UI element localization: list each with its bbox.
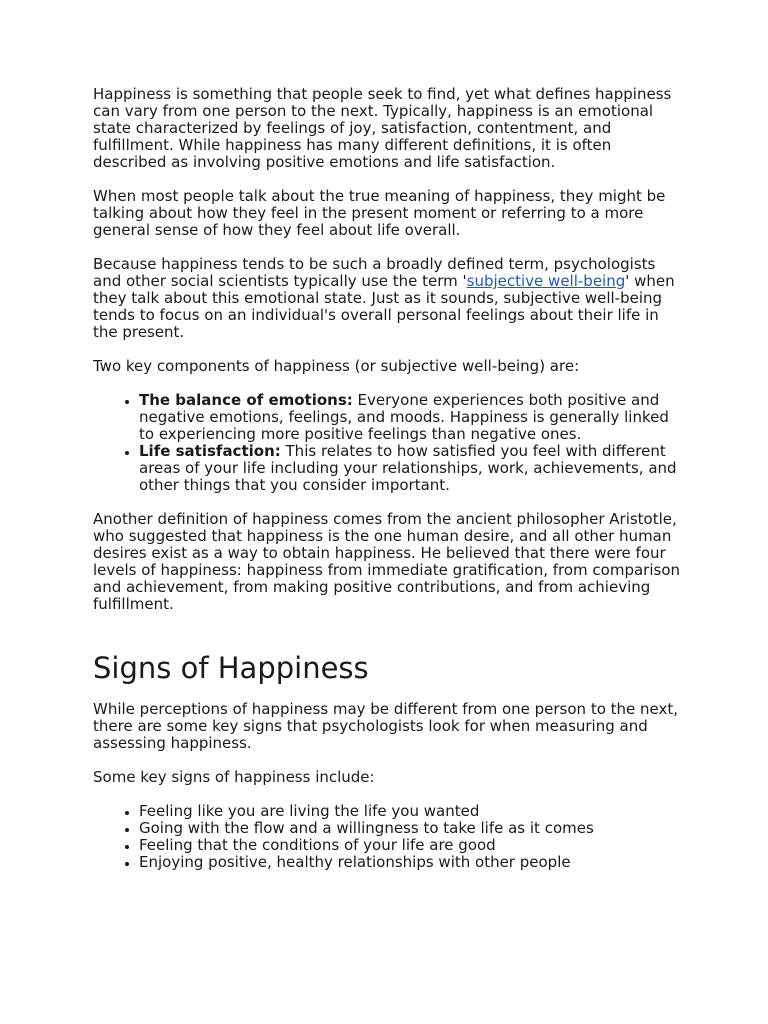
components-list xyxy=(93,392,683,494)
paragraph-components-intro: Two key components of happiness (or subjective well-being) are: xyxy=(93,357,580,375)
paragraph-text-before-link: Because happiness tends to be such a broadly defined term, psychologists and other social scientists typically use the term ' xyxy=(93,255,656,290)
paragraph-intro: Happiness is something that people seek to find, yet what defines happiness can vary from one person to the next. Typically, happiness is an emotional state characterized by feelings of joy, satisfaction, contentment, and fulfillment. While happiness has many different definitions, it is often described as involving positive emotions and life satisfaction. xyxy=(93,85,672,171)
paragraph-signs-lead: Some key signs of happiness include: xyxy=(93,768,375,786)
list-item: • Enjoying positive, healthy relationships with other people xyxy=(139,854,683,871)
paragraph-true-meaning: When most people talk about the true meaning of happiness, they might be talking about how they feel in the present moment or referring to a more general sense of how they feel about life overall. xyxy=(93,187,666,239)
list-item-text: Everyone experiences both positive and negative emotions, feelings, and moods. Happiness is generally linked to experiencing more positive feelings than negative ones. xyxy=(139,391,669,443)
list-item-term: Life satisfaction: xyxy=(139,442,281,460)
article-body xyxy=(93,86,683,871)
paragraph-aristotle: Another definition of happiness comes from the ancient philosopher Aristotle, who suggested that happiness is the one human desire, and all other human desires exist as a way to obtain happiness. He believed that there were four levels of happiness: happiness from immediate gratification, from comparison and achievement, from making positive contributions, and from achieving fulfillment. xyxy=(93,510,681,613)
list-item: • Feeling that the conditions of your life are good xyxy=(139,837,683,854)
list-item: • Feeling like you are living the life you wanted xyxy=(139,803,683,820)
paragraph-text-after-link: ' when they talk about this emotional state. Just as it sounds, subjective well-being tends to focus on an individual's overall personal feelings about their life in the present. xyxy=(93,272,675,341)
paragraph-subjective-well-being xyxy=(93,256,683,341)
signs-list xyxy=(93,803,683,871)
list-item-balance-of-emotions xyxy=(139,392,683,443)
section-heading-signs: Signs of Happiness xyxy=(93,651,369,685)
list-item-life-satisfaction xyxy=(139,443,683,494)
paragraph-signs-intro: While perceptions of happiness may be different from one person to the next, there are some key signs that psychologists look for when measuring and assessing happiness. xyxy=(93,700,679,752)
subjective-well-being-link[interactable]: subjective well-being xyxy=(466,272,626,290)
list-item-text: This relates to how satisfied you feel with different areas of your life including your relationships, work, achievements, and other things that you consider important. xyxy=(139,442,677,494)
list-item: • Going with the flow and a willingness to take life as it comes xyxy=(139,820,683,837)
list-item-term: The balance of emotions: xyxy=(139,391,353,409)
